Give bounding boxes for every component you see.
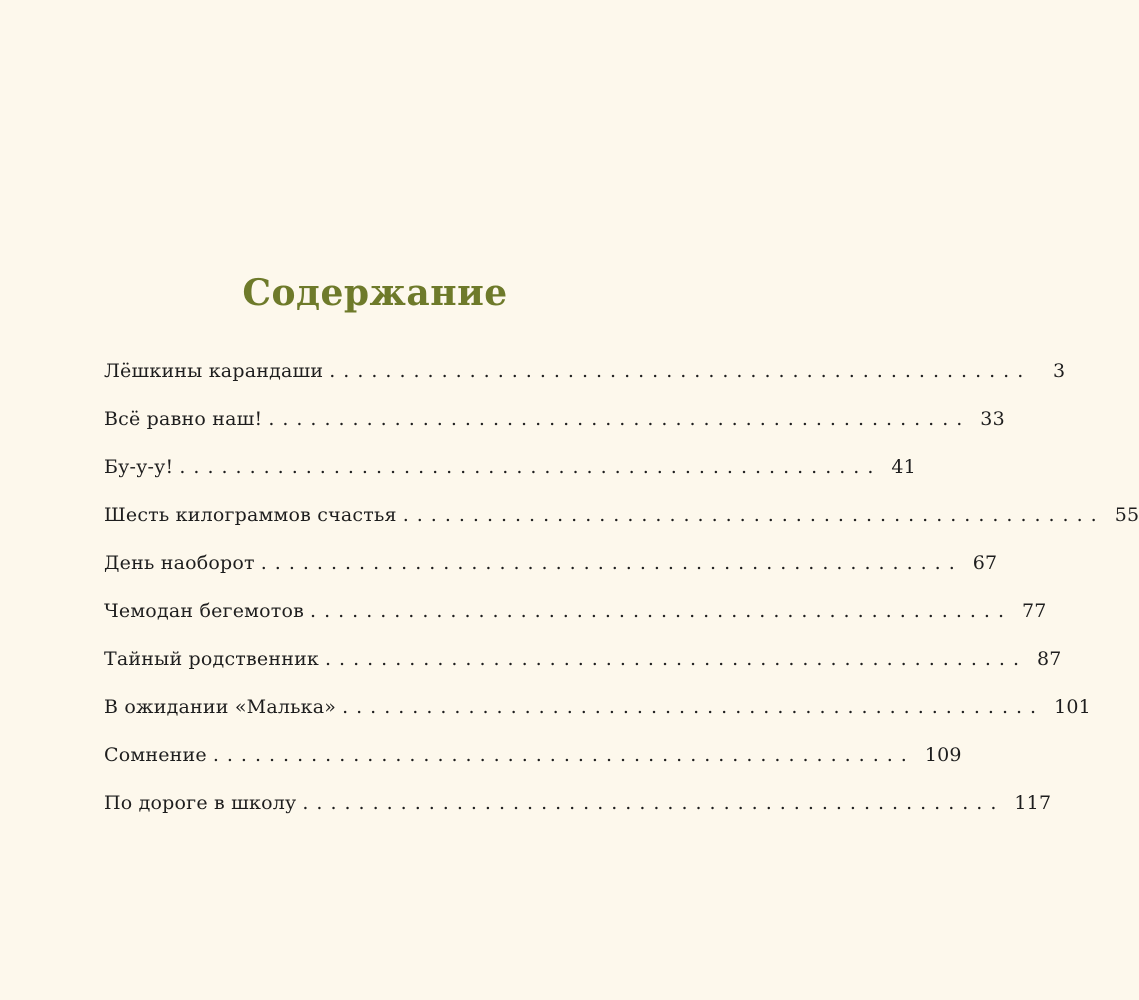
toc-entry-title: Тайный родственник [104,648,320,670]
toc-entry-title: В ожидании «Малька» [104,696,337,718]
toc-entry-page-number: 41 [891,456,916,478]
dot-leader: .................................................. [302,792,1005,814]
toc-entry[interactable] [104,456,916,504]
toc-entry[interactable] [104,504,1139,552]
toc-entry-page-number: 101 [1054,696,1091,718]
toc-entry-title: Бу-у-у! [104,456,174,478]
toc-entry-title: Сомнение [104,744,207,766]
toc-heading: Содержание [242,272,508,314]
dot-leader: .................................................. [329,360,1032,382]
toc-entry[interactable] [104,792,1052,840]
toc-entry[interactable] [104,696,1091,744]
toc-entry-page-number: 3 [1052,360,1066,382]
dot-leader: .................................................. [310,600,1013,622]
dot-leader: .................................................. [402,504,1105,526]
toc-entry-page-number: 33 [980,408,1005,430]
toc-entry[interactable] [104,648,1062,696]
toc-entry-title: По дороге в школу [104,792,297,814]
dot-leader: .................................................. [212,744,915,766]
toc-entry-page-number: 117 [1014,792,1052,814]
dot-leader: .................................................. [325,648,1027,670]
dot-leader: .................................................. [179,456,882,478]
toc-entry-page-number: 55 [1114,504,1139,526]
toc-entry-title: Чемодан бегемотов [104,600,305,622]
toc-entry[interactable] [104,744,962,792]
toc-entry[interactable] [104,408,1005,456]
toc-entry-page-number: 77 [1022,600,1047,622]
toc-entry-page-number: 67 [972,552,998,574]
toc-entry[interactable] [104,360,1066,408]
toc-entry[interactable] [104,600,1047,648]
dot-leader: .................................................. [342,696,1045,718]
toc-entry-title: Всё равно наш! [104,408,263,430]
toc-entry[interactable] [104,552,998,600]
toc-entry-title: Шесть килограммов счастья [104,504,397,526]
toc-entry-page-number: 87 [1037,648,1062,670]
toc-entry-title: День наоборот [104,552,255,574]
table-of-contents [104,360,1139,840]
toc-entry-title: Лёшкины карандаши [104,360,324,382]
toc-entry-page-number: 109 [924,744,962,766]
dot-leader: .................................................. [268,408,971,430]
dot-leader: .................................................. [260,552,963,574]
